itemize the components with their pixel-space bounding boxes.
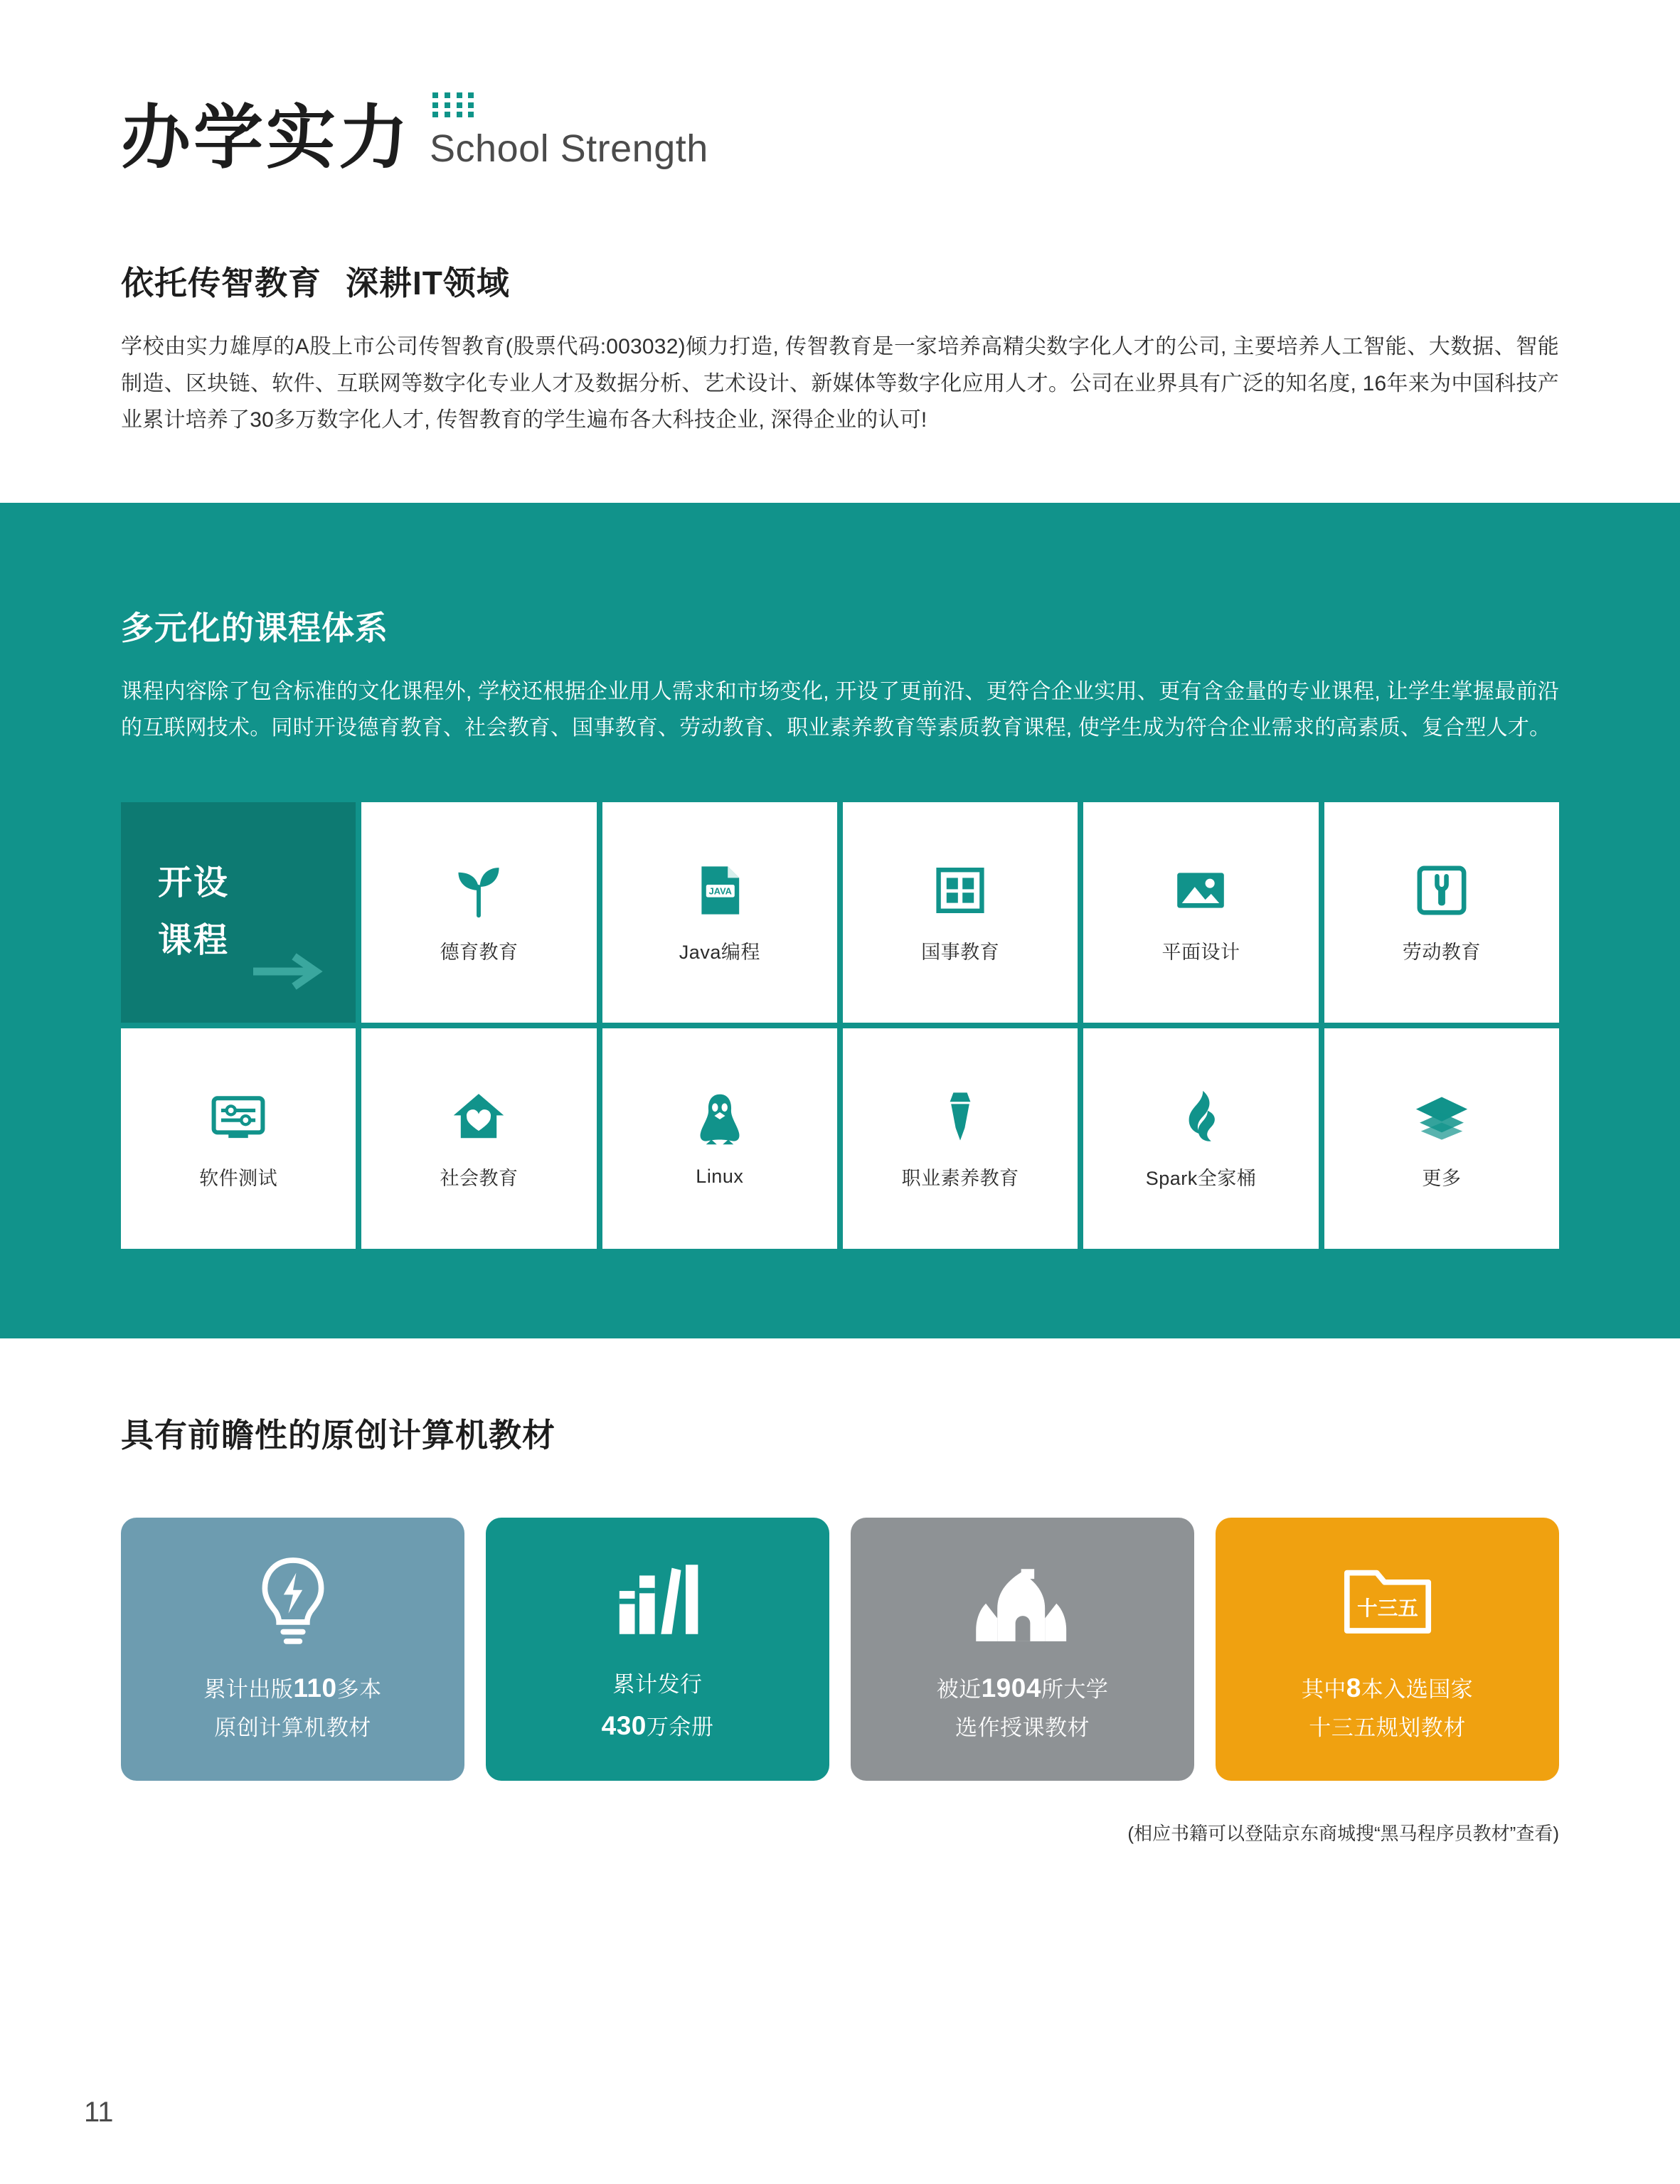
svg-text:JAVA: JAVA xyxy=(708,886,732,897)
stat-card-line2: 430万余册 xyxy=(601,1710,714,1740)
textbooks-footnote: (相应书籍可以登陆京东商城搜“黑马程序员教材”查看) xyxy=(1127,1822,1559,1844)
stat-card xyxy=(486,1518,829,1781)
java-file-icon xyxy=(689,860,750,921)
folder-135-icon xyxy=(1341,1554,1435,1645)
penguin-icon xyxy=(689,1089,750,1150)
page-title: 办学实力 xyxy=(121,98,412,176)
stat-card-line2: 选作授课教材 xyxy=(955,1715,1090,1741)
course-item-label: 劳动教育 xyxy=(1402,942,1481,964)
lightbulb-icon xyxy=(253,1554,333,1645)
course-item-label: 更多 xyxy=(1422,1168,1462,1190)
stat-card-line2: 原创计算机教材 xyxy=(214,1715,371,1741)
curriculum-section xyxy=(0,503,1680,1338)
course-item[interactable] xyxy=(1083,802,1318,1023)
course-item[interactable] xyxy=(843,802,1078,1023)
curriculum-title: 多元化的课程体系 xyxy=(121,609,388,646)
stat-card-line2: 十三五规划教材 xyxy=(1309,1715,1466,1741)
textbooks-title: 具有前瞻性的原创计算机教材 xyxy=(121,1416,555,1454)
course-grid-header xyxy=(121,802,356,1023)
course-item-label: 国事教育 xyxy=(921,942,1000,964)
intro-section xyxy=(0,172,1680,439)
course-item[interactable] xyxy=(361,802,596,1023)
intro-title xyxy=(121,257,1559,304)
course-item-label: 软件测试 xyxy=(199,1168,278,1190)
sprout-icon xyxy=(448,860,509,921)
stat-card-line1: 累计发行 xyxy=(612,1671,703,1697)
course-item[interactable] xyxy=(1083,1028,1318,1249)
course-item[interactable] xyxy=(602,1028,837,1249)
intro-title-part2: 深耕IT领域 xyxy=(346,265,510,302)
stat-card xyxy=(1216,1518,1559,1781)
page-number: 11 xyxy=(84,2097,114,2128)
course-grid xyxy=(121,802,1559,1249)
textbooks-section xyxy=(0,1338,1680,1845)
layers-icon xyxy=(1411,1086,1472,1147)
stat-card-line1: 累计出版110多本 xyxy=(203,1673,382,1703)
course-header-line2: 课程 xyxy=(158,921,230,959)
house-heart-icon xyxy=(448,1086,509,1147)
course-item-label: 平面设计 xyxy=(1161,942,1240,964)
school-building-icon xyxy=(969,1554,1076,1645)
course-item[interactable] xyxy=(602,802,837,1023)
intro-title-part1: 依托传智教育 xyxy=(121,265,321,302)
stat-card xyxy=(121,1518,464,1781)
curriculum-paragraph: 课程内容除了包含标准的文化课程外, 学校还根据企业用人需求和市场变化, 开设了更前沿、更符合企业实用、更有含金量的专业课程, 让学生掌握最前沿的互联网技术。同时开设德育教育、社会教育、国事教育、劳动教育、职业素养教育等素质教育课程, 使学生成为符合企业需求的高素质、复合型人才。 xyxy=(121,679,1559,740)
page-title-en: School Strength xyxy=(430,127,708,170)
course-item[interactable] xyxy=(843,1028,1078,1249)
spark-flame-icon xyxy=(1170,1086,1231,1147)
course-item[interactable] xyxy=(1324,1028,1559,1249)
svg-text:十三五: 十三五 xyxy=(1356,1597,1418,1620)
course-item-label: Linux xyxy=(696,1166,744,1188)
wrench-icon xyxy=(1411,860,1472,921)
stat-card xyxy=(851,1518,1194,1781)
header-subtitle-group xyxy=(430,92,708,172)
image-icon xyxy=(1170,860,1231,921)
arrow-right-icon xyxy=(253,953,331,990)
stat-card-line1: 其中8本入选国家 xyxy=(1301,1673,1474,1703)
course-item-label: Java编程 xyxy=(679,942,760,964)
course-item-label: 德育教育 xyxy=(440,942,519,964)
dot-grid-icon xyxy=(432,92,477,118)
stat-card-line1: 被近1904所大学 xyxy=(936,1673,1109,1703)
course-item-label: 职业素养教育 xyxy=(901,1168,1019,1190)
course-item[interactable] xyxy=(121,1028,356,1249)
course-header-line1: 开设 xyxy=(158,864,230,902)
intro-paragraph: 学校由实力雄厚的A股上市公司传智教育(股票代码:003032)倾力打造, 传智教育是一家培养高精尖数字化人才的公司, 主要培养人工智能、大数据、智能制造、区块链、软件、互联网等数字化专业人才及数据分析、艺术设计、新媒体等数字化应用人才。公司在业界具有广泛的知名度, 16年来为中国科技产业累计培养了30多万数字化人才, 传智教育的学生遍布各大科技企业, 深得企业的认可! xyxy=(121,335,1559,432)
flag-board-icon xyxy=(930,860,991,921)
course-item-label: Spark全家桶 xyxy=(1145,1168,1257,1190)
course-item[interactable] xyxy=(1324,802,1559,1023)
textbooks-card-list xyxy=(121,1518,1559,1781)
page-header xyxy=(0,0,1680,176)
test-monitor-icon xyxy=(208,1086,269,1147)
necktie-icon xyxy=(930,1086,991,1147)
books-icon xyxy=(612,1554,704,1645)
course-item-label: 社会教育 xyxy=(440,1168,519,1190)
course-item[interactable] xyxy=(361,1028,596,1249)
